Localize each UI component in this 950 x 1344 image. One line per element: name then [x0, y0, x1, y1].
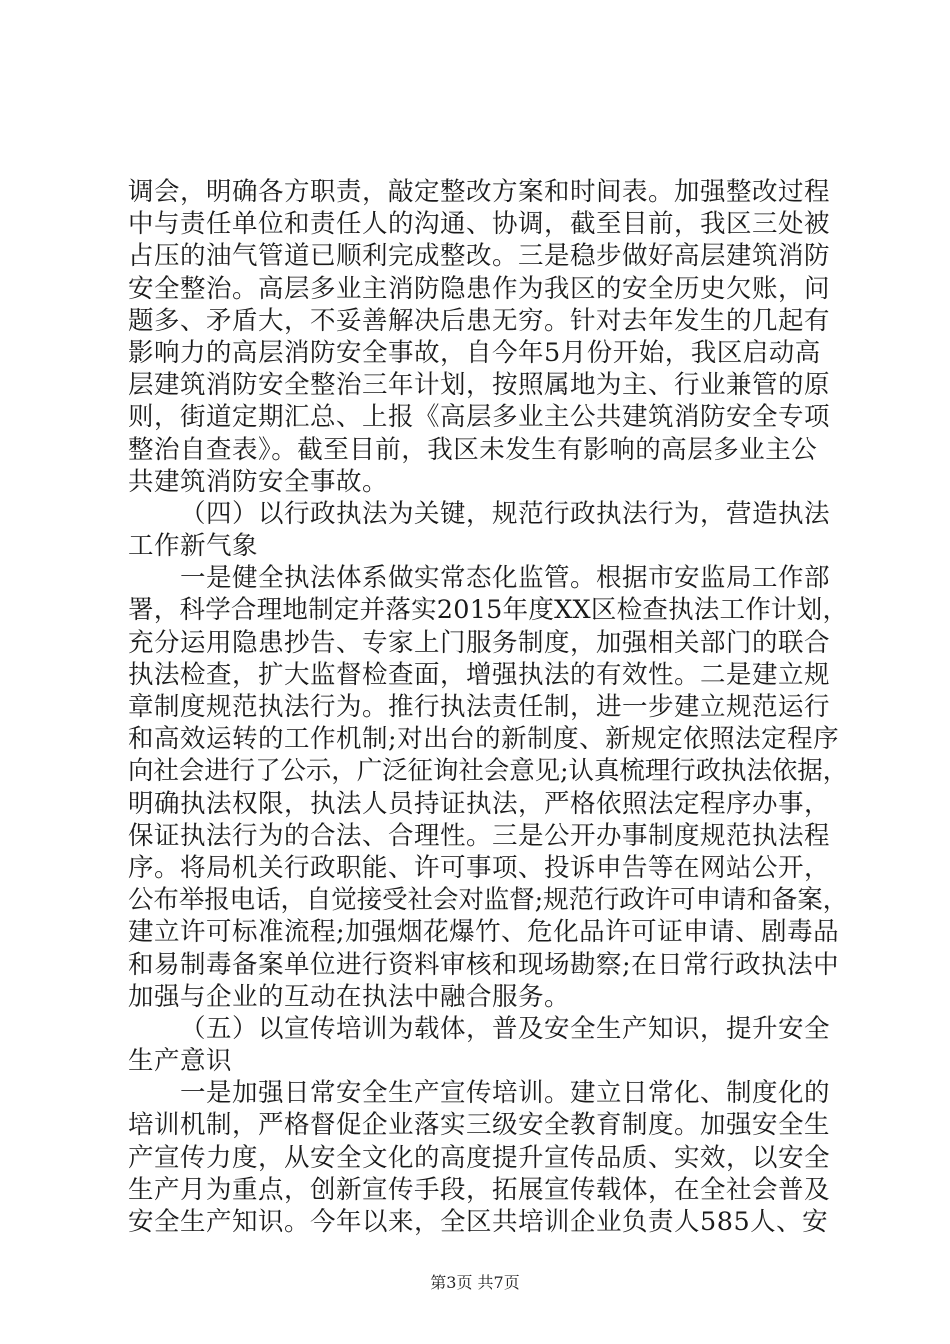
text-line: 安全整治。高层多业主消防隐患作为我区的安全历史欠账，问 — [128, 273, 831, 304]
text-line: 生产月为重点，创新宣传手段，拓展宣传载体，在全社会普及 — [128, 1174, 831, 1205]
text-line: 保证执法行为的合法、合理性。三是公开办事制度规范执法程 — [128, 820, 831, 851]
text-line: 公布举报电话，自觉接受社会对监督;规范行政许可申请和备案， — [128, 885, 849, 916]
text-line: 生产意识 — [128, 1046, 233, 1077]
text-line: （五）以宣传培训为载体，普及安全生产知识，提升安全 — [180, 1013, 831, 1044]
text-line: 培训机制，严格督促企业落实三级安全教育制度。加强安全生 — [128, 1110, 831, 1141]
text-line: 一是加强日常安全生产宣传培训。建立日常化、制度化的 — [180, 1078, 831, 1109]
text-line: （四）以行政执法为关键，规范行政执法行为，营造执法 — [180, 498, 831, 529]
text-line: 明确执法权限，执法人员持证执法，严格依照法定程序办事， — [128, 788, 831, 819]
text-line: 则，街道定期汇总、上报《高层多业主公共建筑消防安全专项 — [128, 402, 831, 433]
text-line: 调会，明确各方职责，敲定整改方案和时间表。加强整改过程 — [128, 177, 831, 207]
text-line: 和易制毒备案单位进行资料审核和现场勘察;在日常行政执法中 — [128, 949, 840, 980]
text-line: 中与责任单位和责任人的沟通、协调，截至目前，我区三处被 — [128, 209, 831, 240]
text-line: 整治自查表》。截至目前，我区未发生有影响的高层多业主公 — [128, 434, 818, 465]
text-line: 和高效运转的工作机制;对出台的新制度、新规定依照法定程序 — [128, 724, 840, 755]
text-line: 安全生产知识。今年以来，全区共培训企业负责人585人、安 — [128, 1207, 829, 1237]
text-line: 建立许可标准流程;加强烟花爆竹、危化品许可证申请、剧毒品 — [128, 917, 840, 948]
text-line: 题多、矛盾大，不妥善解决后患无穷。针对去年发生的几起有 — [128, 305, 831, 336]
text-line: 序。将局机关行政职能、许可事项、投诉申告等在网站公开， — [128, 852, 831, 883]
body-text — [128, 176, 848, 1238]
page-footer: 第3页 共7页 — [430, 1273, 520, 1292]
text-line: 加强与企业的互动在执法中融合服务。 — [128, 981, 571, 1012]
text-line: 一是健全执法体系做实常态化监管。根据市安监局工作部 — [180, 563, 831, 594]
text-line: 充分运用隐患抄告、专家上门服务制度，加强相关部门的联合 — [128, 627, 831, 658]
text-line: 执法检查，扩大监督检查面，增强执法的有效性。二是建立规 — [128, 659, 831, 690]
text-line: 产宣传力度，从安全文化的高度提升宣传品质、实效，以安全 — [128, 1142, 831, 1173]
text-line: 章制度规范执法行为。推行执法责任制，进一步建立规范运行 — [128, 692, 831, 722]
text-line: 影响力的高层消防安全事故，自今年5月份开始，我区启动高 — [128, 337, 821, 368]
text-line: 署，科学合理地制定并落实2015年度XX区检查执法工作计划， — [128, 595, 849, 626]
text-line: 占压的油气管道已顺利完成整改。三是稳步做好高层建筑消防 — [128, 241, 831, 272]
text-line: 工作新气象 — [128, 531, 259, 562]
text-line: 向社会进行了公示，广泛征询社会意见;认真梳理行政执法依据， — [128, 756, 849, 787]
text-line: 层建筑消防安全整治三年计划，按照属地为主、行业兼管的原 — [128, 370, 831, 401]
text-line: 共建筑消防安全事故。 — [128, 466, 389, 497]
